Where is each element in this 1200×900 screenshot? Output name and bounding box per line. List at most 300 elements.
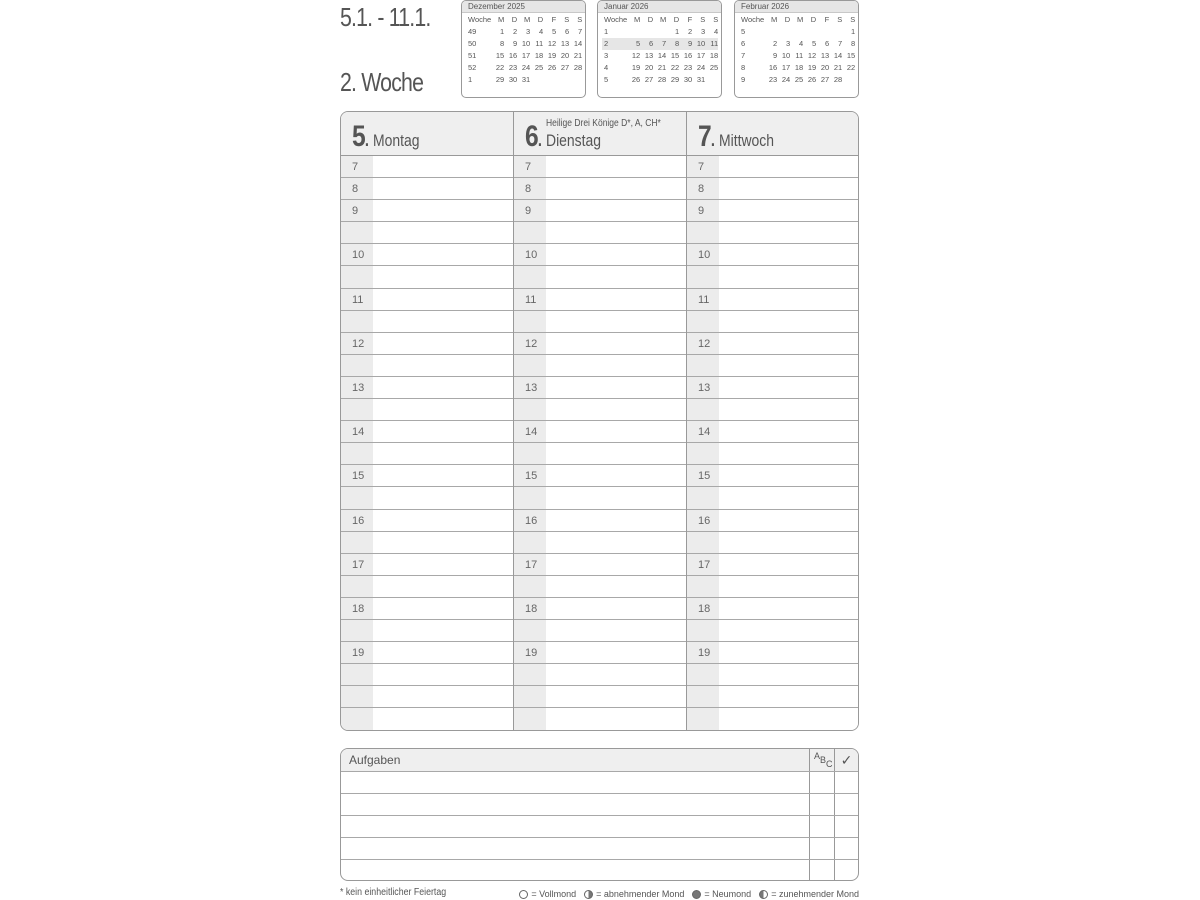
day-cell: 28 — [657, 75, 667, 84]
day-cell: 2 — [688, 27, 693, 36]
time-slot[interactable] — [514, 399, 686, 421]
slot-writing-area[interactable] — [546, 664, 686, 685]
day-cell: 7 — [838, 39, 843, 48]
time-slot[interactable] — [687, 465, 858, 487]
hour-label: 11 — [514, 289, 546, 310]
time-slot[interactable] — [514, 532, 686, 554]
hour-label — [687, 620, 719, 641]
task-priority-field[interactable] — [810, 772, 835, 793]
slot-writing-area[interactable] — [719, 200, 858, 221]
time-slot[interactable] — [514, 377, 686, 399]
time-slot[interactable] — [687, 686, 858, 708]
slot-writing-area[interactable] — [373, 200, 513, 221]
time-slot[interactable] — [514, 178, 686, 200]
hour-label — [514, 708, 546, 730]
day-name: Montag — [373, 131, 420, 150]
day-number-value: 5 — [352, 120, 365, 153]
slot-writing-area[interactable] — [719, 510, 858, 531]
time-slot[interactable] — [341, 642, 513, 664]
priority-column-header — [810, 749, 835, 771]
slot-writing-area[interactable] — [719, 576, 858, 597]
hour-label — [341, 532, 373, 553]
time-slot[interactable] — [514, 289, 686, 311]
slot-writing-area[interactable] — [373, 421, 513, 442]
hour-label: 14 — [687, 421, 719, 442]
week-grid — [340, 111, 859, 731]
hour-label — [514, 487, 546, 508]
slot-writing-area[interactable] — [719, 178, 858, 199]
time-slot[interactable] — [341, 178, 513, 200]
day-cell: 27 — [644, 75, 654, 84]
day-cell: 21 — [657, 63, 667, 72]
task-row — [341, 794, 858, 816]
time-slot[interactable] — [687, 178, 858, 200]
slot-writing-area[interactable] — [373, 554, 513, 575]
day-cell: 15 — [670, 51, 680, 60]
time-slot[interactable] — [341, 598, 513, 620]
day-cell: 5 — [812, 39, 817, 48]
day-cell: 6 — [825, 39, 830, 48]
hour-label: 8 — [514, 178, 546, 199]
day-column — [341, 112, 513, 730]
moon-waning-icon — [584, 890, 593, 899]
slot-writing-area[interactable] — [373, 178, 513, 199]
hour-label — [341, 443, 373, 464]
week-number-cell: 8 — [741, 63, 746, 72]
time-slot[interactable] — [687, 576, 858, 598]
day-cell: 21 — [833, 63, 843, 72]
hour-label — [514, 443, 546, 464]
slot-writing-area[interactable] — [719, 355, 858, 376]
weekday-header: M — [633, 15, 641, 24]
weekday-header: S — [700, 15, 706, 24]
slot-writing-area[interactable] — [373, 686, 513, 707]
hour-label — [514, 664, 546, 685]
day-cell: 19 — [547, 51, 557, 60]
task-text-field[interactable] — [341, 860, 810, 881]
slot-writing-area[interactable] — [719, 289, 858, 310]
hour-label — [341, 664, 373, 685]
slot-writing-area[interactable] — [373, 333, 513, 354]
mini-calendar-title: Februar 2026 — [735, 1, 858, 13]
task-priority-field[interactable] — [810, 860, 835, 881]
time-slot[interactable] — [341, 708, 513, 730]
time-slot[interactable] — [514, 443, 686, 465]
time-slot[interactable] — [514, 266, 686, 288]
day-cell: 18 — [534, 51, 544, 60]
time-slot[interactable] — [687, 664, 858, 686]
day-cell: 14 — [573, 39, 583, 48]
day-cell: 28 — [573, 63, 583, 72]
time-slot[interactable] — [687, 222, 858, 244]
time-slot[interactable] — [514, 708, 686, 730]
hour-label: 11 — [341, 289, 373, 310]
time-slot[interactable] — [514, 554, 686, 576]
time-slot[interactable] — [687, 642, 858, 664]
slot-writing-area[interactable] — [373, 266, 513, 287]
slot-writing-area[interactable] — [373, 355, 513, 376]
hour-label: 12 — [341, 333, 373, 354]
task-done-checkbox[interactable] — [835, 794, 858, 815]
hour-label — [514, 399, 546, 420]
task-priority-field[interactable] — [810, 816, 835, 837]
slot-writing-area[interactable] — [546, 355, 686, 376]
weekday-header: M — [659, 15, 667, 24]
day-cell: 23 — [768, 75, 778, 84]
time-slot[interactable] — [687, 377, 858, 399]
hour-label: 9 — [514, 200, 546, 221]
slot-writing-area[interactable] — [719, 222, 858, 243]
slot-writing-area[interactable] — [719, 443, 858, 464]
mini-calendar — [734, 0, 859, 98]
time-slot[interactable] — [341, 421, 513, 443]
hour-label — [687, 311, 719, 332]
time-slot[interactable] — [514, 222, 686, 244]
slot-writing-area[interactable] — [546, 510, 686, 531]
slot-writing-area[interactable] — [373, 289, 513, 310]
time-slot[interactable] — [341, 266, 513, 288]
weekday-header: D — [511, 15, 518, 24]
time-slot[interactable] — [687, 289, 858, 311]
slot-writing-area[interactable] — [373, 576, 513, 597]
day-cell: 25 — [794, 75, 804, 84]
hour-label — [341, 222, 373, 243]
time-slot[interactable] — [341, 443, 513, 465]
slot-writing-area[interactable] — [546, 266, 686, 287]
day-cell: 3 — [526, 27, 531, 36]
slot-writing-area[interactable] — [719, 311, 858, 332]
tasks-header — [341, 749, 858, 772]
weekday-header: D — [784, 15, 791, 24]
slot-writing-area[interactable] — [719, 156, 858, 177]
slot-writing-area[interactable] — [373, 664, 513, 685]
time-slot[interactable] — [341, 355, 513, 377]
time-slot[interactable] — [687, 510, 858, 532]
week-number-cell: 51 — [468, 51, 477, 60]
task-priority-field[interactable] — [810, 838, 835, 859]
time-slot[interactable] — [341, 311, 513, 333]
day-cell — [777, 26, 790, 38]
day-cell: 19 — [807, 63, 817, 72]
task-done-checkbox[interactable] — [835, 838, 858, 859]
moon-waxing-icon — [759, 890, 768, 899]
hour-label: 9 — [687, 200, 719, 221]
time-slot[interactable] — [341, 222, 513, 244]
week-number-cell: 5 — [741, 27, 746, 36]
day-cell: 29 — [670, 75, 680, 84]
time-slot[interactable] — [514, 487, 686, 509]
task-text-field[interactable] — [341, 816, 810, 837]
hour-label: 14 — [341, 421, 373, 442]
day-cell: 23 — [508, 63, 518, 72]
hour-label — [514, 532, 546, 553]
task-done-checkbox[interactable] — [835, 860, 858, 881]
time-slot[interactable] — [687, 244, 858, 266]
task-row — [341, 838, 858, 860]
time-slot[interactable] — [687, 532, 858, 554]
hour-label — [687, 708, 719, 730]
slot-writing-area[interactable] — [546, 156, 686, 177]
task-done-checkbox[interactable] — [835, 772, 858, 793]
day-cell: 17 — [521, 51, 531, 60]
hour-label: 10 — [514, 244, 546, 265]
time-slot[interactable] — [687, 598, 858, 620]
day-cell — [829, 26, 842, 38]
moon-phase-legend — [511, 889, 859, 899]
time-slot[interactable] — [341, 686, 513, 708]
time-slot[interactable] — [514, 156, 686, 178]
slot-writing-area[interactable] — [719, 421, 858, 442]
time-slot[interactable] — [514, 686, 686, 708]
hour-label: 7 — [341, 156, 373, 177]
day-number — [352, 120, 368, 154]
day-cell: 26 — [547, 63, 557, 72]
task-row — [341, 772, 858, 794]
time-slot[interactable] — [341, 289, 513, 311]
task-text-field[interactable] — [341, 794, 810, 815]
hour-label — [341, 708, 373, 730]
day-cell: 1 — [675, 27, 680, 36]
slot-writing-area[interactable] — [373, 311, 513, 332]
week-number-cell: 7 — [741, 51, 746, 60]
slot-writing-area[interactable] — [373, 487, 513, 508]
day-name: Dienstag — [546, 131, 602, 150]
day-cell: 10 — [692, 38, 705, 50]
day-cell: 12 — [547, 39, 557, 48]
time-slot[interactable] — [341, 465, 513, 487]
day-number-dot: . — [364, 130, 369, 150]
priority-b-label: B — [820, 755, 827, 765]
day-cell: 31 — [521, 75, 531, 84]
time-slot[interactable] — [687, 333, 858, 355]
slot-writing-area[interactable] — [546, 620, 686, 641]
moon-legend-item — [692, 889, 751, 899]
slot-writing-area[interactable] — [373, 598, 513, 619]
time-slot[interactable] — [687, 443, 858, 465]
mini-calendar — [461, 0, 586, 98]
time-slot[interactable] — [514, 576, 686, 598]
slot-writing-area[interactable] — [546, 686, 686, 707]
day-cell: 24 — [781, 75, 791, 84]
slot-writing-area[interactable] — [373, 642, 513, 663]
moon-new-icon — [692, 890, 701, 899]
day-cell: 13 — [644, 51, 654, 60]
time-slot[interactable] — [514, 200, 686, 222]
slot-writing-area[interactable] — [373, 708, 513, 730]
weekday-header: S — [577, 15, 583, 24]
day-header — [514, 112, 686, 156]
hour-label — [341, 355, 373, 376]
slot-writing-area[interactable] — [546, 443, 686, 464]
slot-writing-area[interactable] — [546, 642, 686, 663]
day-cell: 8 — [666, 38, 679, 50]
time-slot[interactable] — [341, 487, 513, 509]
time-slot[interactable] — [687, 311, 858, 333]
slot-writing-area[interactable] — [719, 487, 858, 508]
slot-writing-area[interactable] — [546, 421, 686, 442]
time-slot[interactable] — [341, 200, 513, 222]
slot-writing-area[interactable] — [719, 642, 858, 663]
time-slot[interactable] — [687, 620, 858, 642]
slot-writing-area[interactable] — [546, 532, 686, 553]
day-cell — [556, 74, 569, 86]
moon-legend-item — [584, 889, 684, 899]
day-cell — [543, 74, 556, 86]
slot-writing-area[interactable] — [546, 289, 686, 310]
task-priority-field[interactable] — [810, 794, 835, 815]
slot-writing-area[interactable] — [373, 222, 513, 243]
time-slot[interactable] — [514, 355, 686, 377]
time-slot[interactable] — [341, 377, 513, 399]
slot-writing-area[interactable] — [373, 377, 513, 398]
slot-writing-area[interactable] — [373, 156, 513, 177]
day-cell: 5 — [552, 27, 557, 36]
time-slot[interactable] — [341, 156, 513, 178]
slot-writing-area[interactable] — [719, 266, 858, 287]
day-cell: 10 — [781, 51, 791, 60]
time-slot[interactable] — [341, 399, 513, 421]
slot-writing-area[interactable] — [546, 244, 686, 265]
hour-label — [514, 576, 546, 597]
day-cell: 10 — [521, 39, 531, 48]
slot-writing-area[interactable] — [546, 200, 686, 221]
day-cell: 21 — [573, 51, 583, 60]
slot-writing-area[interactable] — [719, 465, 858, 486]
slot-writing-area[interactable] — [546, 377, 686, 398]
slot-writing-area[interactable] — [546, 222, 686, 243]
hour-label: 15 — [341, 465, 373, 486]
time-slot[interactable] — [341, 532, 513, 554]
slot-writing-area[interactable] — [373, 244, 513, 265]
slot-writing-area[interactable] — [719, 333, 858, 354]
day-number-dot: . — [710, 130, 715, 150]
day-cell: 13 — [820, 51, 830, 60]
day-cell: 6 — [640, 38, 653, 50]
weekday-header: F — [824, 15, 830, 24]
time-slot[interactable] — [341, 576, 513, 598]
day-cell: 17 — [696, 51, 706, 60]
slot-writing-area[interactable] — [719, 244, 858, 265]
hour-label: 18 — [514, 598, 546, 619]
weekday-header: D — [810, 15, 817, 24]
week-column-header: Woche — [468, 15, 492, 24]
time-slot[interactable] — [341, 620, 513, 642]
slot-writing-area[interactable] — [719, 708, 858, 730]
day-cell: 12 — [807, 51, 817, 60]
slot-writing-area[interactable] — [373, 532, 513, 553]
slot-writing-area[interactable] — [719, 377, 858, 398]
time-slot[interactable] — [514, 642, 686, 664]
slot-writing-area[interactable] — [546, 708, 686, 730]
time-slot[interactable] — [687, 266, 858, 288]
day-cell: 23 — [683, 63, 693, 72]
time-slot[interactable] — [514, 311, 686, 333]
slot-writing-area[interactable] — [373, 399, 513, 420]
day-cell: 25 — [534, 63, 544, 72]
task-text-field[interactable] — [341, 838, 810, 859]
time-slot[interactable] — [687, 487, 858, 509]
slot-writing-area[interactable] — [546, 399, 686, 420]
slot-writing-area[interactable] — [373, 510, 513, 531]
slot-writing-area[interactable] — [546, 333, 686, 354]
time-slot[interactable] — [514, 510, 686, 532]
slot-writing-area[interactable] — [546, 598, 686, 619]
moon-full-icon — [519, 890, 528, 899]
weekday-header: F — [551, 15, 557, 24]
slot-writing-area[interactable] — [373, 465, 513, 486]
hour-label: 7 — [514, 156, 546, 177]
slot-writing-area[interactable] — [546, 465, 686, 486]
slot-writing-area[interactable] — [719, 532, 858, 553]
slot-writing-area[interactable] — [546, 576, 686, 597]
day-cell: 30 — [508, 75, 518, 84]
slot-writing-area[interactable] — [719, 664, 858, 685]
weekday-header: S — [850, 15, 856, 24]
hour-label — [341, 487, 373, 508]
time-slot[interactable] — [514, 664, 686, 686]
time-slot[interactable] — [341, 664, 513, 686]
day-cell: 29 — [495, 75, 505, 84]
slot-writing-area[interactable] — [546, 487, 686, 508]
hour-label: 12 — [514, 333, 546, 354]
hour-label: 10 — [341, 244, 373, 265]
day-cell — [530, 74, 543, 86]
time-slot[interactable] — [514, 244, 686, 266]
slot-writing-area[interactable] — [546, 178, 686, 199]
day-cell: 20 — [644, 63, 654, 72]
time-slot[interactable] — [687, 200, 858, 222]
time-slot[interactable] — [514, 598, 686, 620]
slot-writing-area[interactable] — [719, 686, 858, 707]
slot-writing-area[interactable] — [546, 311, 686, 332]
task-done-checkbox[interactable] — [835, 816, 858, 837]
slot-writing-area[interactable] — [719, 399, 858, 420]
day-cell — [790, 26, 803, 38]
day-cell: 22 — [670, 63, 680, 72]
time-slot[interactable] — [687, 554, 858, 576]
time-slot[interactable] — [687, 399, 858, 421]
hour-label: 13 — [514, 377, 546, 398]
mini-calendar-title: Januar 2026 — [598, 1, 721, 13]
slot-writing-area[interactable] — [373, 443, 513, 464]
time-slot[interactable] — [687, 355, 858, 377]
task-text-field[interactable] — [341, 772, 810, 793]
time-slot[interactable] — [341, 244, 513, 266]
week-number-cell: 4 — [604, 63, 609, 72]
slot-writing-area[interactable] — [719, 620, 858, 641]
day-cell — [627, 26, 640, 38]
slot-writing-area[interactable] — [719, 598, 858, 619]
slot-writing-area[interactable] — [373, 620, 513, 641]
day-cell: 26 — [807, 75, 817, 84]
time-slot[interactable] — [687, 421, 858, 443]
task-row — [341, 860, 858, 881]
time-slot[interactable] — [514, 421, 686, 443]
time-slot[interactable] — [341, 333, 513, 355]
time-slot[interactable] — [514, 620, 686, 642]
time-slot[interactable] — [687, 708, 858, 730]
time-slot[interactable] — [514, 333, 686, 355]
hour-label: 8 — [341, 178, 373, 199]
day-cell — [803, 26, 816, 38]
time-slot[interactable] — [514, 465, 686, 487]
time-slot[interactable] — [341, 554, 513, 576]
time-slot[interactable] — [687, 156, 858, 178]
slot-writing-area[interactable] — [719, 554, 858, 575]
time-slot[interactable] — [341, 510, 513, 532]
week-number-cell: 49 — [468, 27, 477, 36]
slot-writing-area[interactable] — [546, 554, 686, 575]
